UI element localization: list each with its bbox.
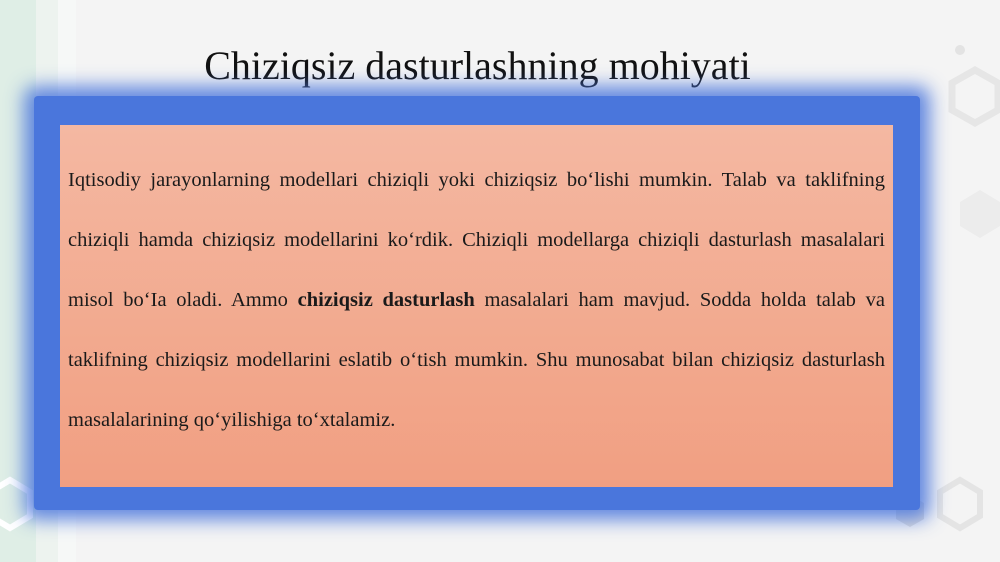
slide-title: Chiziqsiz dasturlashning mohiyati <box>204 43 751 88</box>
body-paragraph <box>68 150 885 450</box>
body-text-before: Iqtisodiy jarayonlarning modellari chiziqli yoki chiziqsiz bo‘lishi mumkin. Talab va taklifning chiziqli hamda chiziqsiz modellarini ko‘rdik. Chiziqli modellarga chiziqli dasturlash masalalari misol bo‘Ia oladi. Ammo <box>68 169 885 311</box>
body-text-bold: chiziqsiz dasturlash <box>297 289 475 311</box>
content-panel <box>60 125 893 487</box>
body-text-after: masalalari ham mavjud. Sodda holda talab va taklifning chiziqsiz modellarini eslatib o‘tish mumkin. Shu munosabat bilan chiziqsiz dasturlash masalalarining qo‘yilishiga to‘xtalamiz. <box>68 289 885 431</box>
